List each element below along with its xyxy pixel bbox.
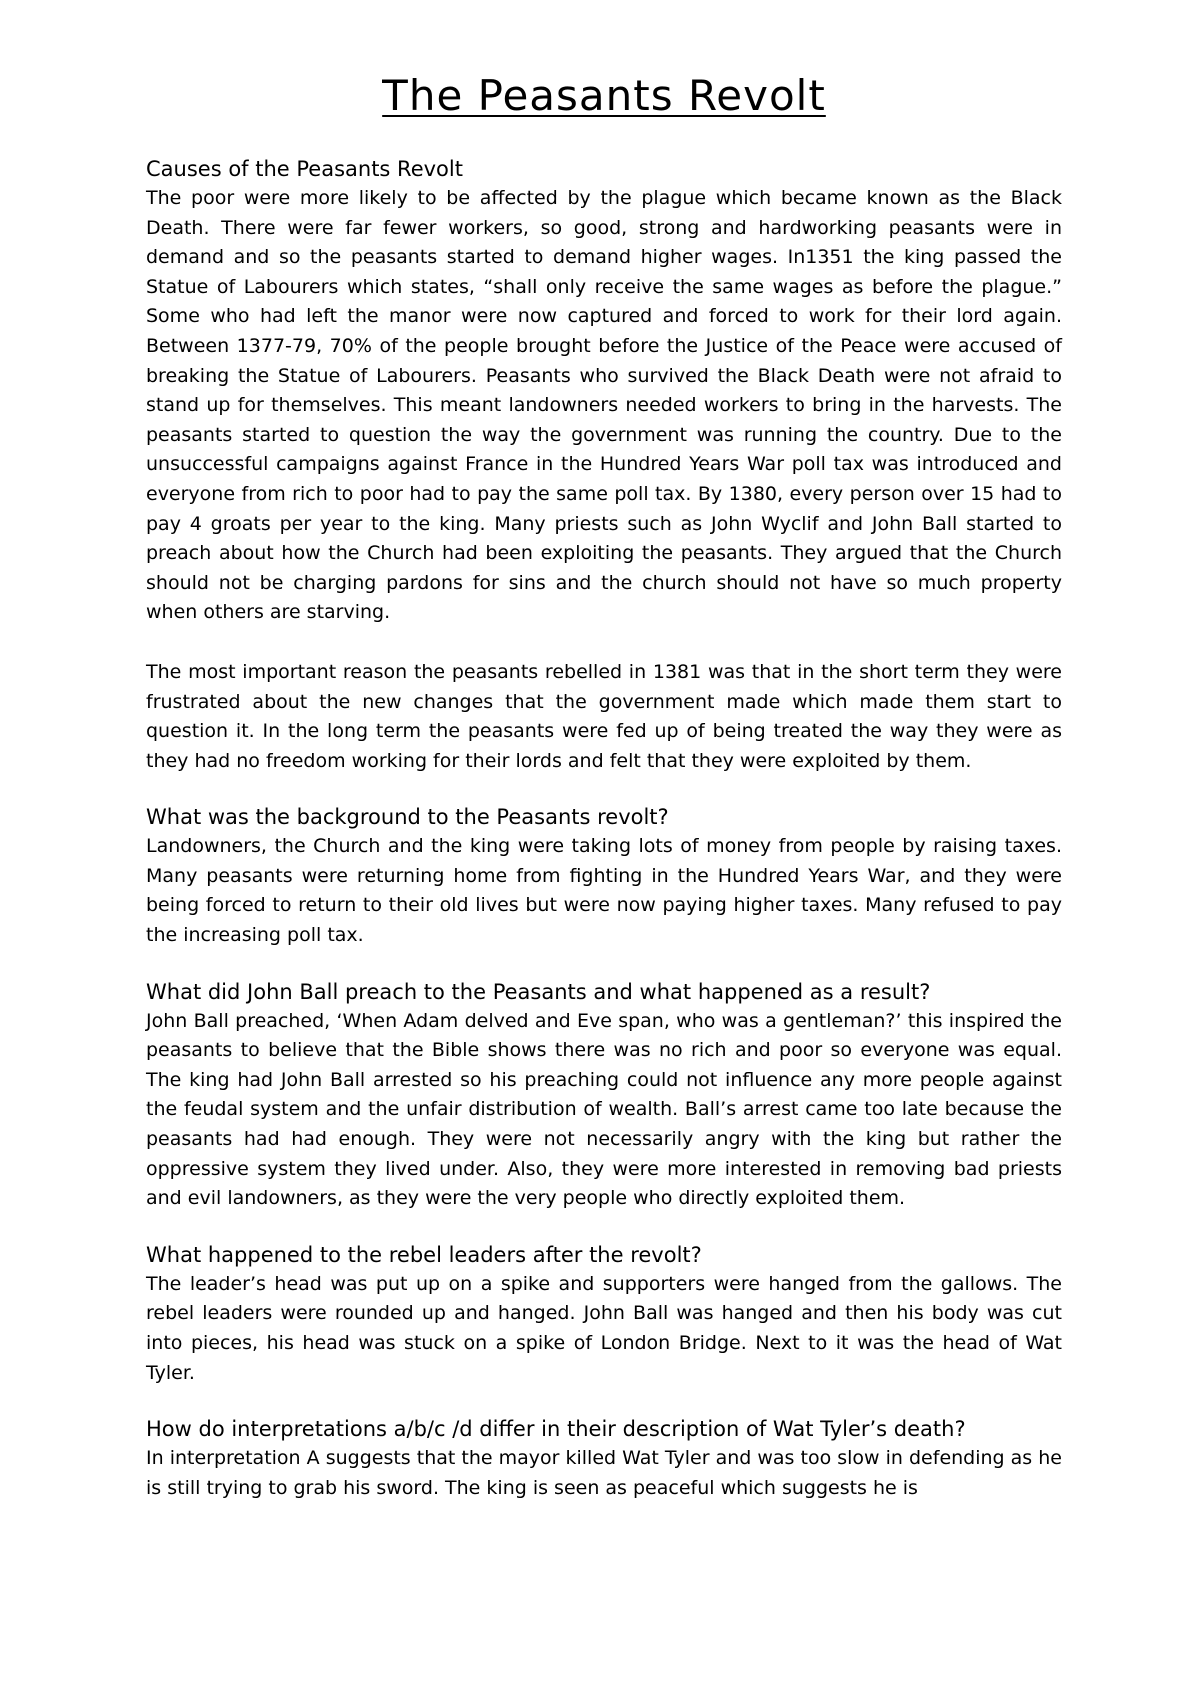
section-spacer	[146, 776, 1062, 802]
section-heading: What was the background to the Peasants revolt?	[146, 805, 669, 830]
section-john-ball	[146, 977, 1062, 1214]
section-paragraph: John Ball preached, ‘When Adam delved and Eve span, who was a gentleman?’ this inspired the peasants to believe that the Bible shows there was no rich and poor so everyone was equal. The king had John Ball arrested so his preaching could not influence any more people against the feudal system and the unfair distribution of wealth. Ball’s arrest came too late because the peasants had had enough. They were not necessarily angry with the king but rather the oppressive system they lived under. Also, they were more interested in removing bad priests and evil landowners, as they were the very people who directly exploited them.	[146, 1009, 1062, 1210]
section-paragraph: The most important reason the peasants rebelled in 1381 was that in the short term they were frustrated about the new changes that the government made which made them start to question it. In the long term the peasants were fed up of being treated the way they were as they had no freedom working for their lords and felt that they were exploited by them.	[146, 660, 1062, 772]
section-spacer	[146, 1388, 1062, 1414]
section-heading: What did John Ball preach to the Peasants and what happened as a result?	[146, 979, 931, 1004]
section-causes	[146, 154, 1062, 776]
section-background	[146, 802, 1062, 950]
section-heading: Causes of the Peasants Revolt	[146, 157, 463, 181]
section-heading: What happened to the rebel leaders after the revolt?	[146, 1242, 702, 1267]
document-title: The Peasants Revolt	[382, 71, 826, 120]
section-heading: How do interpretations a/b/c /d differ in their description of Wat Tyler’s death?	[146, 1417, 966, 1442]
section-spacer	[146, 951, 1062, 977]
section-paragraph: The leader’s head was put up on a spike and supporters were hanged from the gallows. The rebel leaders were rounded up and hanged. John Ball was hanged and then his body was cut into pieces, his head was stuck on a spike of London Bridge. Next to it was the head of Wat Tyler.	[146, 1272, 1062, 1384]
section-paragraph: Landowners, the Church and the king were taking lots of money from people by raising taxes. Many peasants were returning home from fighting in the Hundred Years War, and they were being forced to return to their old lives but were now paying higher taxes. Many refused to pay the increasing poll tax.	[146, 835, 1062, 947]
section-interpretations	[146, 1414, 1062, 1503]
section-rebel-leaders	[146, 1240, 1062, 1388]
section-spacer	[146, 1214, 1062, 1240]
paragraph-spacer	[146, 628, 1062, 658]
section-paragraph: In interpretation A suggests that the mayor killed Wat Tyler and was too slow in defending as he is still trying to grab his sword. The king is seen as peaceful which suggests he is	[146, 1447, 1062, 1499]
section-paragraph: The poor were more likely to be affected by the plague which became known as the Black Death. There were far fewer workers, so good, strong and hardworking peasants were in demand and so the peasants started to demand higher wages. In1351 the king passed the Statue of Labourers which states, “shall only receive the same wages as before the plague.” Some who had left the manor were now captured and forced to work for their lord again. Between 1377-79, 70% of the people brought before the Justice of the Peace were accused of breaking the Statue of Labourers. Peasants who survived the Black Death were not afraid to stand up for themselves. This meant landowners needed workers to bring in the harvests. The peasants started to question the way the government was running the country. Due to the unsuccessful campaigns against France in the Hundred Years War poll tax was introduced and everyone from rich to poor had to pay the same poll tax. By 1380, every person over 15 had to pay 4 groats per year to the king. Many priests such as John Wyclif and John Ball started to preach about how the Church had been exploiting the peasants. They argued that the Church should not be charging pardons for sins and the church should not have so much property when others are starving.	[146, 187, 1062, 624]
